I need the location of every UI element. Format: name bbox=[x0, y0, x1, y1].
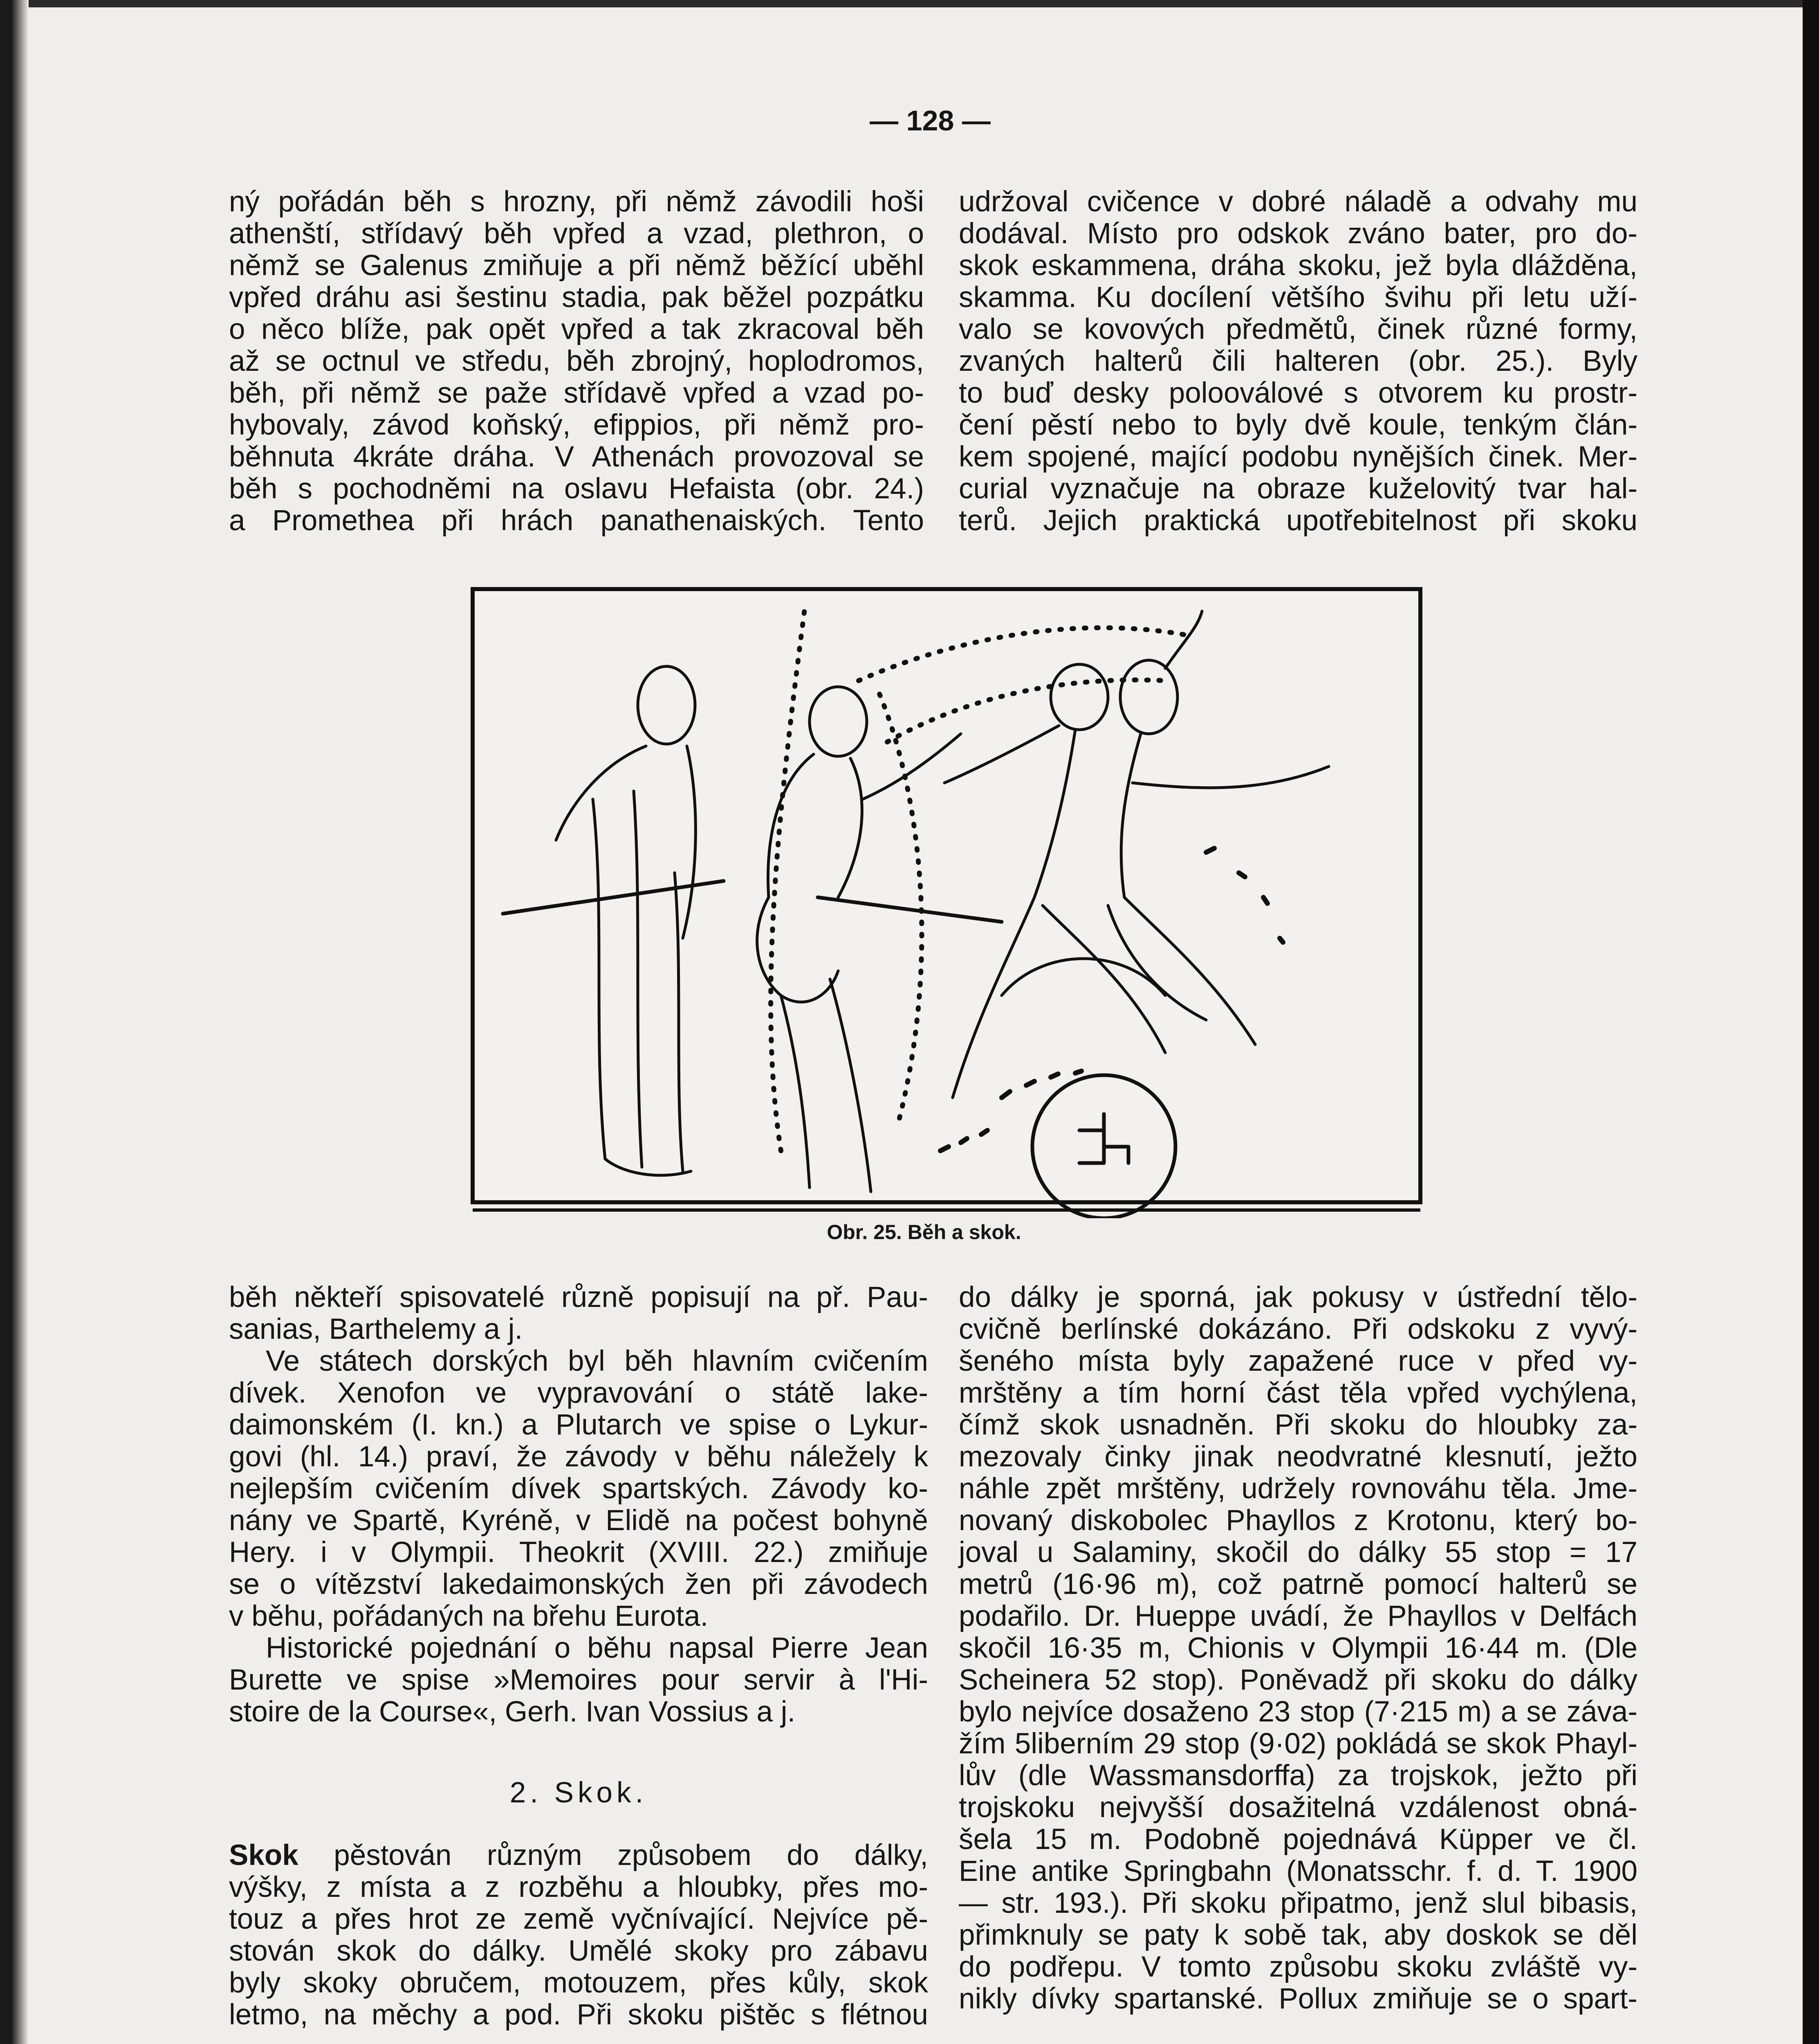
text-line: běh s pochodněmi na oslavu Hefaista (obr. 24.) bbox=[229, 473, 924, 505]
scan-edge-left bbox=[0, 0, 29, 2044]
text-line: běh, při němž se paže střídavě vpřed a vzad po- bbox=[229, 377, 924, 409]
text-line: do podřepu. V tomto způsobu skoku zvláště vy- bbox=[959, 1951, 1637, 1983]
text-line: govi (hl. 14.) praví, že závody v běhu náležely k bbox=[229, 1441, 928, 1473]
figure-caption: Obr. 25. Běh a skok. bbox=[827, 1221, 1021, 1244]
text-line: byly skoky obručem, motouzem, přes kůly, skok bbox=[229, 1967, 928, 1999]
text-line: letmo, na měchy a pod. Při skoku pištěc s flétnou bbox=[229, 1999, 928, 2031]
text-line: touz a přes hrot ze země vyčnívající. Nejvíce pě- bbox=[229, 1903, 928, 1935]
text-line: o něco blíže, pak opět vpřed a tak zkracoval běh bbox=[229, 313, 924, 345]
text-line: podařilo. Dr. Hueppe uvádí, že Phayllos v Delfách bbox=[959, 1600, 1637, 1632]
text-line: skočil 16·35 m, Chionis v Olympii 16·44 m. (Dle bbox=[959, 1632, 1637, 1664]
text-column-top-right bbox=[959, 186, 1637, 537]
page-number: — 128 — bbox=[870, 105, 991, 137]
text-line: novaný diskobolec Phayllos z Krotonu, který bo- bbox=[959, 1504, 1637, 1537]
text-line: v běhu, pořádaných na břehu Eurota. bbox=[229, 1600, 709, 1632]
text-line: výšky, z místa a z rozběhu a hloubky, přes mo- bbox=[229, 1871, 928, 1903]
vase-painting-drawing bbox=[470, 587, 1423, 1218]
text-line: stován skok do dálky. Umělé skoky pro zábavu bbox=[229, 1935, 928, 1967]
text-line: Historické pojednání o běhu napsal Pierre Jean bbox=[266, 1632, 928, 1664]
figure-illustration bbox=[470, 587, 1423, 1218]
text-line: metrů (16·96 m), což patrně pomocí halterů se bbox=[959, 1568, 1637, 1600]
text-line: Burette ve spise »Memoires pour servir à l'Hi- bbox=[229, 1664, 928, 1696]
text-line: athenští, střídavý běh vpřed a vzad, plethron, o bbox=[229, 217, 924, 250]
text-line: valo se kovových předmětů, činek různé formy, bbox=[959, 313, 1637, 345]
text-line: bylo nejvíce dosaženo 23 stop (7·215 m) a se záva- bbox=[959, 1696, 1637, 1728]
text-line: Ve státech dorských byl běh hlavním cvičením bbox=[266, 1345, 928, 1377]
text-line: lův (dle Wassmansdorffa) za trojskok, ježto při bbox=[959, 1759, 1637, 1792]
text-line: čení pěstí nebo to byly dvě koule, tenkým člán- bbox=[959, 409, 1637, 441]
text-line: až se octnul ve středu, běh zbrojný, hoplodromos, bbox=[229, 345, 924, 377]
text-column-top-left bbox=[229, 186, 924, 537]
text-line: do dálky je sporná, jak pokusy v ústřední tělo- bbox=[959, 1281, 1637, 1313]
text-line: němž se Galenus zmiňuje a při němž běžící uběhl bbox=[229, 249, 924, 282]
text-line: udržoval cvičence v dobré náladě a odvahy mu bbox=[959, 186, 1637, 218]
section-heading: 2. Skok. bbox=[509, 1777, 648, 1809]
text-line: žím 5liberním 29 stop (9·02) pokládá se skok Phayl- bbox=[959, 1728, 1637, 1760]
text-line: běhnuta 4kráte dráha. V Athenách provozoval se bbox=[229, 441, 924, 473]
text-line: — str. 193.). Při skoku připatmo, jenž slul bibasis, bbox=[959, 1887, 1637, 1919]
section-lead-word: Skok bbox=[229, 1839, 298, 1871]
text-line: nány ve Spartě, Kyréně, v Elidě na počest bohyně bbox=[229, 1504, 928, 1537]
text-line: skamma. Ku docílení většího švihu při letu uží- bbox=[959, 281, 1637, 314]
text-line: Eine antike Springbahn (Monatsschr. f. d. T. 1900 bbox=[959, 1855, 1637, 1887]
text-line: trojskoku nejvyšší dosažitelná vzdálenost obná- bbox=[959, 1791, 1637, 1824]
scan-edge-top bbox=[0, 0, 1819, 7]
text-column-bottom-right bbox=[959, 1282, 1637, 2015]
text-line: stoire de la Course«, Gerh. Ivan Vossius a j. bbox=[229, 1696, 796, 1728]
text-line: pěstován různým způsobem do dálky, bbox=[298, 1839, 928, 1871]
text-line: zvaných halterů čili halteren (obr. 25.). Byly bbox=[959, 345, 1637, 377]
scan-edge-right bbox=[1803, 0, 1819, 2044]
text-line: mezovaly činky jinak neodvratné klesnutí, ježto bbox=[959, 1441, 1637, 1473]
text-line: nejlepším cvičením dívek spartských. Závody ko- bbox=[229, 1472, 928, 1505]
text-line: ný pořádán běh s hrozny, při němž závodili hoši bbox=[229, 186, 924, 218]
text-line: se o vítězství lakedaimonských žen při závodech bbox=[229, 1568, 928, 1600]
text-line: to buď desky polooválové s otvorem ku prostr- bbox=[959, 377, 1637, 409]
text-line: přimknuly se paty k sobě tak, aby doskok se děl bbox=[959, 1919, 1637, 1951]
text-line: náhle zpět mrštěny, udržely rovnováhu těla. Jme- bbox=[959, 1472, 1637, 1505]
text-line: terů. Jejich praktická upotřebitelnost při skoku bbox=[959, 504, 1637, 537]
text-line: dívek. Xenofon ve vypravování o státě lake- bbox=[229, 1377, 928, 1409]
text-line: šeného místa byly zapažené ruce v před vy- bbox=[959, 1345, 1637, 1377]
text-line: cvičně berlínské dokázáno. Při odskoku z vyvý- bbox=[959, 1313, 1637, 1345]
text-line: Scheinera 52 stop). Poněvadž při skoku do dálky bbox=[959, 1664, 1637, 1696]
text-line: čímž skok usnadněn. Při skoku do hloubky za- bbox=[959, 1409, 1637, 1441]
text-line: nikly dívky spartanské. Pollux zmiňuje se o spart- bbox=[959, 1983, 1637, 2015]
text-line: joval u Salaminy, skočil do dálky 55 stop = 17 bbox=[959, 1536, 1637, 1569]
text-line: hybovaly, závod koňský, efippios, při němž pro- bbox=[229, 409, 924, 441]
text-line: daimonském (I. kn.) a Plutarch ve spise o Lykur- bbox=[229, 1409, 928, 1441]
text-line: mrštěny a tím horní část těla vpřed vychýlena, bbox=[959, 1377, 1637, 1409]
text-line: sanias, Barthelemy a j. bbox=[229, 1313, 523, 1345]
text-line: curial vyznačuje na obraze kuželovitý tvar hal- bbox=[959, 473, 1637, 505]
text-line: a Promethea při hrách panathenaiských. Tento bbox=[229, 504, 924, 537]
text-line: dodával. Místo pro odskok zváno bater, pro do- bbox=[959, 217, 1637, 250]
text-line: kem spojené, mající podobu nynějších činek. Mer- bbox=[959, 441, 1637, 473]
text-line: Hery. i v Olympii. Theokrit (XVIII. 22.) zmiňuje bbox=[229, 1536, 928, 1569]
text-line: běh někteří spisovatelé různě popisují na př. Pau- bbox=[229, 1281, 928, 1313]
text-line: skok eskammena, dráha skoku, jež byla dlážděna, bbox=[959, 249, 1637, 282]
text-line: šela 15 m. Podobně pojednává Küpper ve čl. bbox=[959, 1823, 1637, 1856]
text-column-bottom-left bbox=[229, 1282, 928, 2031]
text-line: vpřed dráhu asi šestinu stadia, pak běžel pozpátku bbox=[229, 281, 924, 314]
